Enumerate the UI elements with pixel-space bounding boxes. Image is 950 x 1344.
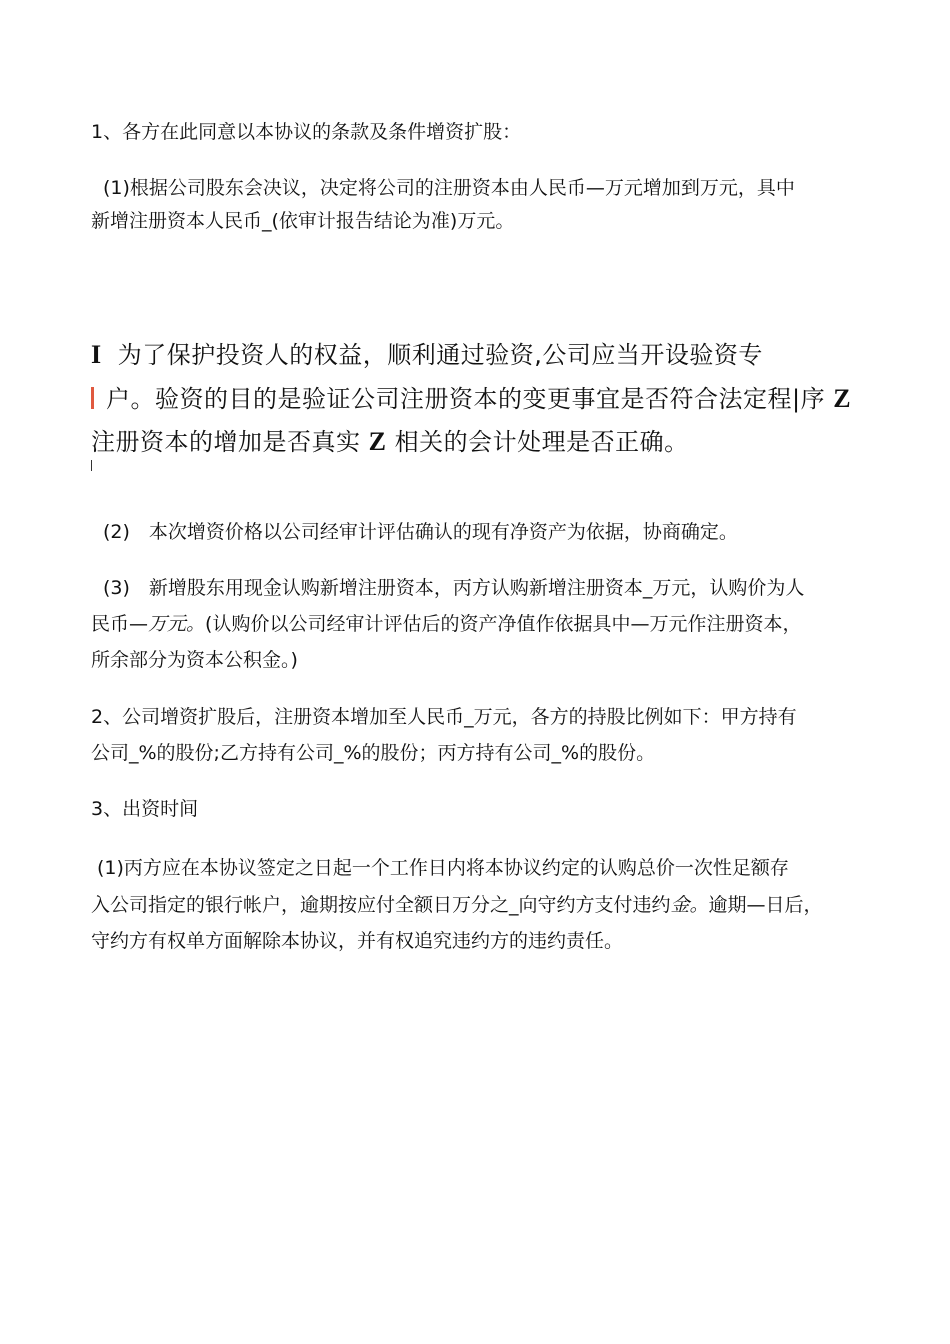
item-3-text-2a: 民币— <box>91 613 149 635</box>
callout-line-2 <box>91 384 851 414</box>
clause-1-item-2: (2) 本次增资价格以公司经审计评估确认的现有净资产为依据，协商确定。 <box>103 521 738 543</box>
clause-1-item-1-line-2: 新增注册资本人民币_(依审计报告结论为准)万元。 <box>91 210 515 232</box>
clause-1-item-1-line-1: (1)根据公司股东会决议，决定将公司的注册资本由人民币—万元增加到万元，具中 <box>103 177 795 199</box>
clause-1-item-3-line-3: 所余部分为资本公积金。) <box>91 649 298 671</box>
clause-3-item-1-line-1: (1)丙方应在本协议签定之日起一个工作日内将本协议约定的认购总价一次性足额存 <box>97 857 789 879</box>
callout-mark-z1: Z <box>833 384 852 413</box>
callout-text-2: 户。验资的目的是验证公司注册资本的变更事宜是否符合法定程|序 <box>106 385 826 413</box>
clause-3-text-2c: 逾期—日后， <box>708 894 823 916</box>
callout-text-3a: 注册资本的增加是否真实 <box>91 428 361 456</box>
clause-2-line-2: 公司_%的股份;乙方持有公司_%的股份；丙方持有公司_%的股份。 <box>91 742 656 764</box>
clause-2-line-1: 2、公司增资扩股后，注册资本增加至人民币_万元，各方的持股比例如下：甲方持有 <box>91 706 797 728</box>
item-3-text-2b: 万元。 <box>148 613 206 635</box>
callout-line-3 <box>91 427 689 457</box>
clause-3-text-2a: 入公司指定的银行帐户，逾期按应付全额日万分之_向守约方支付违约 <box>91 894 671 916</box>
clause-1-item-3-line-1: (3) 新增股东用现金认购新增注册资本，丙方认购新增注册资本_万元，认购价为人 <box>103 577 805 599</box>
callout-text-3b: 相关的会计处理是否正确。 <box>394 428 689 456</box>
clause-3-text-2b: 金。 <box>670 894 709 916</box>
clause-3-heading: 3、出资时间 <box>91 798 199 820</box>
callout-text-1: 为了保护投资人的权益，顺利通过验资,公司应当开设验资专 <box>117 341 763 369</box>
accent-bar <box>91 387 94 409</box>
clause-3-item-1-line-3: 守约方有权单方面解除本协议，并有权追究违约方的违约责任。 <box>91 930 624 952</box>
clause-1-heading: 1、各方在此同意以本协议的条款及条件增资扩股： <box>91 121 522 143</box>
clause-1-item-3-line-2 <box>91 612 801 636</box>
callout-mark-z2: Z <box>368 427 387 456</box>
callout-line-1 <box>91 340 763 370</box>
clause-3-item-1-line-2 <box>91 893 823 917</box>
stray-tick-mark <box>91 460 92 471</box>
callout-mark-i: I <box>91 340 102 369</box>
item-3-text-2c: (认购价以公司经审计评估后的资产净值作依据具中—万元作注册资本， <box>205 613 802 635</box>
